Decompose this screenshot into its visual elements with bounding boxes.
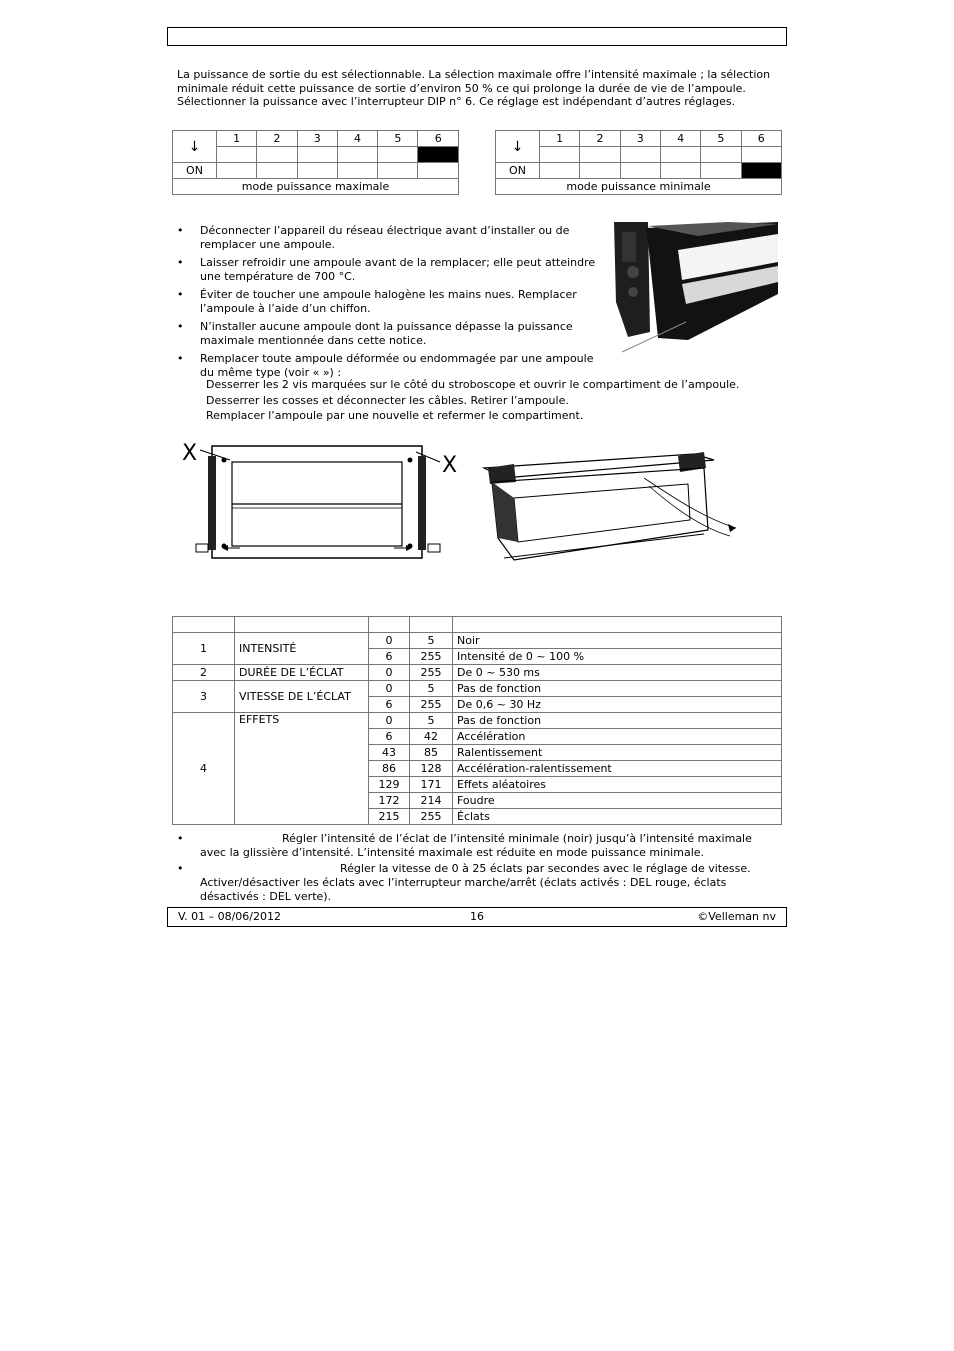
dmx-min: 215 bbox=[369, 809, 410, 825]
dmx-channel: 2 bbox=[173, 665, 235, 681]
step-item: Desserrer les 2 vis marquées sur le côté du stroboscope et ouvrir le compartiment de l’ampoule. bbox=[206, 378, 740, 391]
dip-number: 2 bbox=[257, 131, 297, 147]
dmx-max: 255 bbox=[410, 649, 453, 665]
dmx-max: 214 bbox=[410, 793, 453, 809]
dmx-description: De 0 ~ 530 ms bbox=[453, 665, 782, 681]
dip-cell bbox=[378, 163, 418, 179]
dip-caption: mode puissance maximale bbox=[173, 179, 459, 195]
dip-switch-6-up bbox=[418, 147, 459, 163]
dmx-description: Pas de fonction bbox=[453, 713, 782, 729]
dip-table-min bbox=[495, 130, 782, 195]
table-row bbox=[173, 713, 782, 729]
dip-cell bbox=[337, 163, 377, 179]
list-item: • Déconnecter l’appareil du réseau électrique avant d’installer ou de remplacer une ampoule. bbox=[177, 224, 597, 251]
dip-cell bbox=[418, 163, 459, 179]
dmx-header-cell bbox=[235, 617, 369, 633]
dmx-min: 6 bbox=[369, 649, 410, 665]
safety-bullets bbox=[177, 224, 597, 384]
on-label: ON bbox=[496, 163, 540, 179]
dip-number: 6 bbox=[741, 131, 781, 147]
mode-notes bbox=[177, 832, 767, 909]
list-item: • N’installer aucune ampoule dont la puissance dépasse la puissance maximale mentionnée dans cette notice. bbox=[177, 320, 597, 347]
dmx-function: EFFETS bbox=[235, 713, 369, 825]
dip-cell bbox=[540, 163, 580, 179]
mark-x-right: X bbox=[442, 453, 458, 478]
dip-cell bbox=[580, 163, 620, 179]
list-item: • Remplacer toute ampoule déformée ou endommagée par une ampoule du même type (voir « ») : bbox=[177, 352, 597, 379]
dmx-description: De 0,6 ~ 30 Hz bbox=[453, 697, 782, 713]
dip-number: 4 bbox=[660, 131, 700, 147]
dmx-max: 5 bbox=[410, 633, 453, 649]
dip-cell bbox=[297, 147, 337, 163]
dmx-description: Accélération bbox=[453, 729, 782, 745]
dmx-description: Pas de fonction bbox=[453, 681, 782, 697]
dmx-header-cell bbox=[369, 617, 410, 633]
footer-page-number: 16 bbox=[470, 910, 484, 923]
dmx-min: 0 bbox=[369, 665, 410, 681]
table-row bbox=[173, 681, 782, 697]
arrow-icon: ↓ bbox=[496, 131, 540, 163]
dip-switch-6-down bbox=[741, 163, 781, 179]
dip-cell bbox=[257, 163, 297, 179]
dip-number: 1 bbox=[217, 131, 257, 147]
dip-cell bbox=[217, 163, 257, 179]
dip-table-max bbox=[172, 130, 459, 195]
dip-cell bbox=[660, 147, 700, 163]
dmx-description: Effets aléatoires bbox=[453, 777, 782, 793]
list-item bbox=[177, 862, 767, 904]
footer-version: V. 01 – 08/06/2012 bbox=[178, 910, 281, 923]
dmx-description: Foudre bbox=[453, 793, 782, 809]
dip-cell bbox=[337, 147, 377, 163]
dmx-min: 0 bbox=[369, 633, 410, 649]
dmx-function: DURÉE DE L’ÉCLAT bbox=[235, 665, 369, 681]
page-footer bbox=[167, 907, 787, 927]
dmx-max: 255 bbox=[410, 665, 453, 681]
dip-number: 3 bbox=[297, 131, 337, 147]
mark-x-left: X bbox=[182, 441, 198, 466]
dmx-table bbox=[172, 616, 782, 825]
footer-copyright: ©Velleman nv bbox=[697, 910, 776, 923]
dip-number: 5 bbox=[701, 131, 741, 147]
dip-cell bbox=[257, 147, 297, 163]
on-label: ON bbox=[173, 163, 217, 179]
front-view-drawing bbox=[178, 436, 462, 566]
dmx-max: 85 bbox=[410, 745, 453, 761]
dmx-header-cell bbox=[410, 617, 453, 633]
dmx-max: 255 bbox=[410, 697, 453, 713]
dmx-description: Éclats bbox=[453, 809, 782, 825]
table-row bbox=[173, 633, 782, 649]
replacement-steps bbox=[206, 377, 766, 424]
dmx-description: Noir bbox=[453, 633, 782, 649]
dip-cell bbox=[580, 147, 620, 163]
dmx-min: 0 bbox=[369, 681, 410, 697]
dip-cell bbox=[620, 163, 660, 179]
dmx-description: Accélération-ralentissement bbox=[453, 761, 782, 777]
list-item: • Laisser refroidir une ampoule avant de la remplacer; elle peut atteindre une température de 700 °C. bbox=[177, 256, 597, 283]
note-text: Régler l’intensité de l’éclat de l’intensité minimale (noir) jusqu’à l’intensité maximale avec la glissière d’intensité. L’intensité maximale est réduite en mode puissance minimale. bbox=[200, 832, 752, 859]
dmx-min: 86 bbox=[369, 761, 410, 777]
dip-cell bbox=[741, 147, 781, 163]
dmx-function: INTENSITÉ bbox=[235, 633, 369, 665]
dip-caption: mode puissance minimale bbox=[496, 179, 782, 195]
dip-number: 3 bbox=[620, 131, 660, 147]
strobe-photo bbox=[608, 222, 778, 354]
dmx-min: 6 bbox=[369, 729, 410, 745]
dmx-description: Ralentissement bbox=[453, 745, 782, 761]
dmx-header-cell bbox=[173, 617, 235, 633]
dmx-max: 255 bbox=[410, 809, 453, 825]
step-item: Desserrer les cosses et déconnecter les câbles. Retirer l’ampoule. bbox=[206, 393, 569, 407]
dip-number: 4 bbox=[337, 131, 377, 147]
dmx-channel: 1 bbox=[173, 633, 235, 665]
open-compartment-drawing bbox=[474, 438, 746, 568]
intro-paragraph: La puissance de sortie du est sélectionnable. La sélection maximale offre l’intensité maximale ; la sélection minimale réduit cette puissance de sortie d’environ 50 % ce qui prolonge la durée de vie de l’ampoule. Sélectionner la puissance avec l’interrupteur DIP n° 6. Ce réglage est indépendant d’autres réglages. bbox=[177, 68, 771, 109]
dmx-function: VITESSE DE L’ÉCLAT bbox=[235, 681, 369, 713]
table-row bbox=[173, 665, 782, 681]
dmx-max: 171 bbox=[410, 777, 453, 793]
dip-number: 1 bbox=[540, 131, 580, 147]
dip-cell bbox=[660, 163, 700, 179]
arrow-icon: ↓ bbox=[173, 131, 217, 163]
dmx-description: Intensité de 0 ~ 100 % bbox=[453, 649, 782, 665]
dip-cell bbox=[620, 147, 660, 163]
note-text: Régler la vitesse de 0 à 25 éclats par secondes avec le réglage de vitesse. Activer/désactiver les éclats avec l’interrupteur marche/arrêt (éclats activés : DEL rouge, éclats désactivés : DEL verte). bbox=[200, 862, 751, 903]
header-box bbox=[167, 27, 787, 46]
dmx-min: 172 bbox=[369, 793, 410, 809]
step-item: Remplacer l’ampoule par une nouvelle et refermer le compartiment. bbox=[206, 409, 584, 423]
dmx-max: 5 bbox=[410, 713, 453, 729]
dip-number: 6 bbox=[418, 131, 459, 147]
dmx-max: 5 bbox=[410, 681, 453, 697]
dmx-channel: 3 bbox=[173, 681, 235, 713]
dmx-max: 42 bbox=[410, 729, 453, 745]
dip-cell bbox=[378, 147, 418, 163]
dip-cell bbox=[217, 147, 257, 163]
dip-cell bbox=[701, 163, 741, 179]
dmx-channel: 4 bbox=[173, 713, 235, 825]
list-item bbox=[177, 832, 767, 860]
dip-number: 2 bbox=[580, 131, 620, 147]
dip-cell bbox=[297, 163, 337, 179]
dip-cell bbox=[540, 147, 580, 163]
dmx-min: 43 bbox=[369, 745, 410, 761]
dmx-max: 128 bbox=[410, 761, 453, 777]
dip-number: 5 bbox=[378, 131, 418, 147]
list-item: • Éviter de toucher une ampoule halogène les mains nues. Remplacer l’ampoule à l’aide d’un chiffon. bbox=[177, 288, 597, 315]
dip-cell bbox=[701, 147, 741, 163]
dmx-min: 6 bbox=[369, 697, 410, 713]
dmx-min: 0 bbox=[369, 713, 410, 729]
dmx-header-cell bbox=[453, 617, 782, 633]
dmx-min: 129 bbox=[369, 777, 410, 793]
